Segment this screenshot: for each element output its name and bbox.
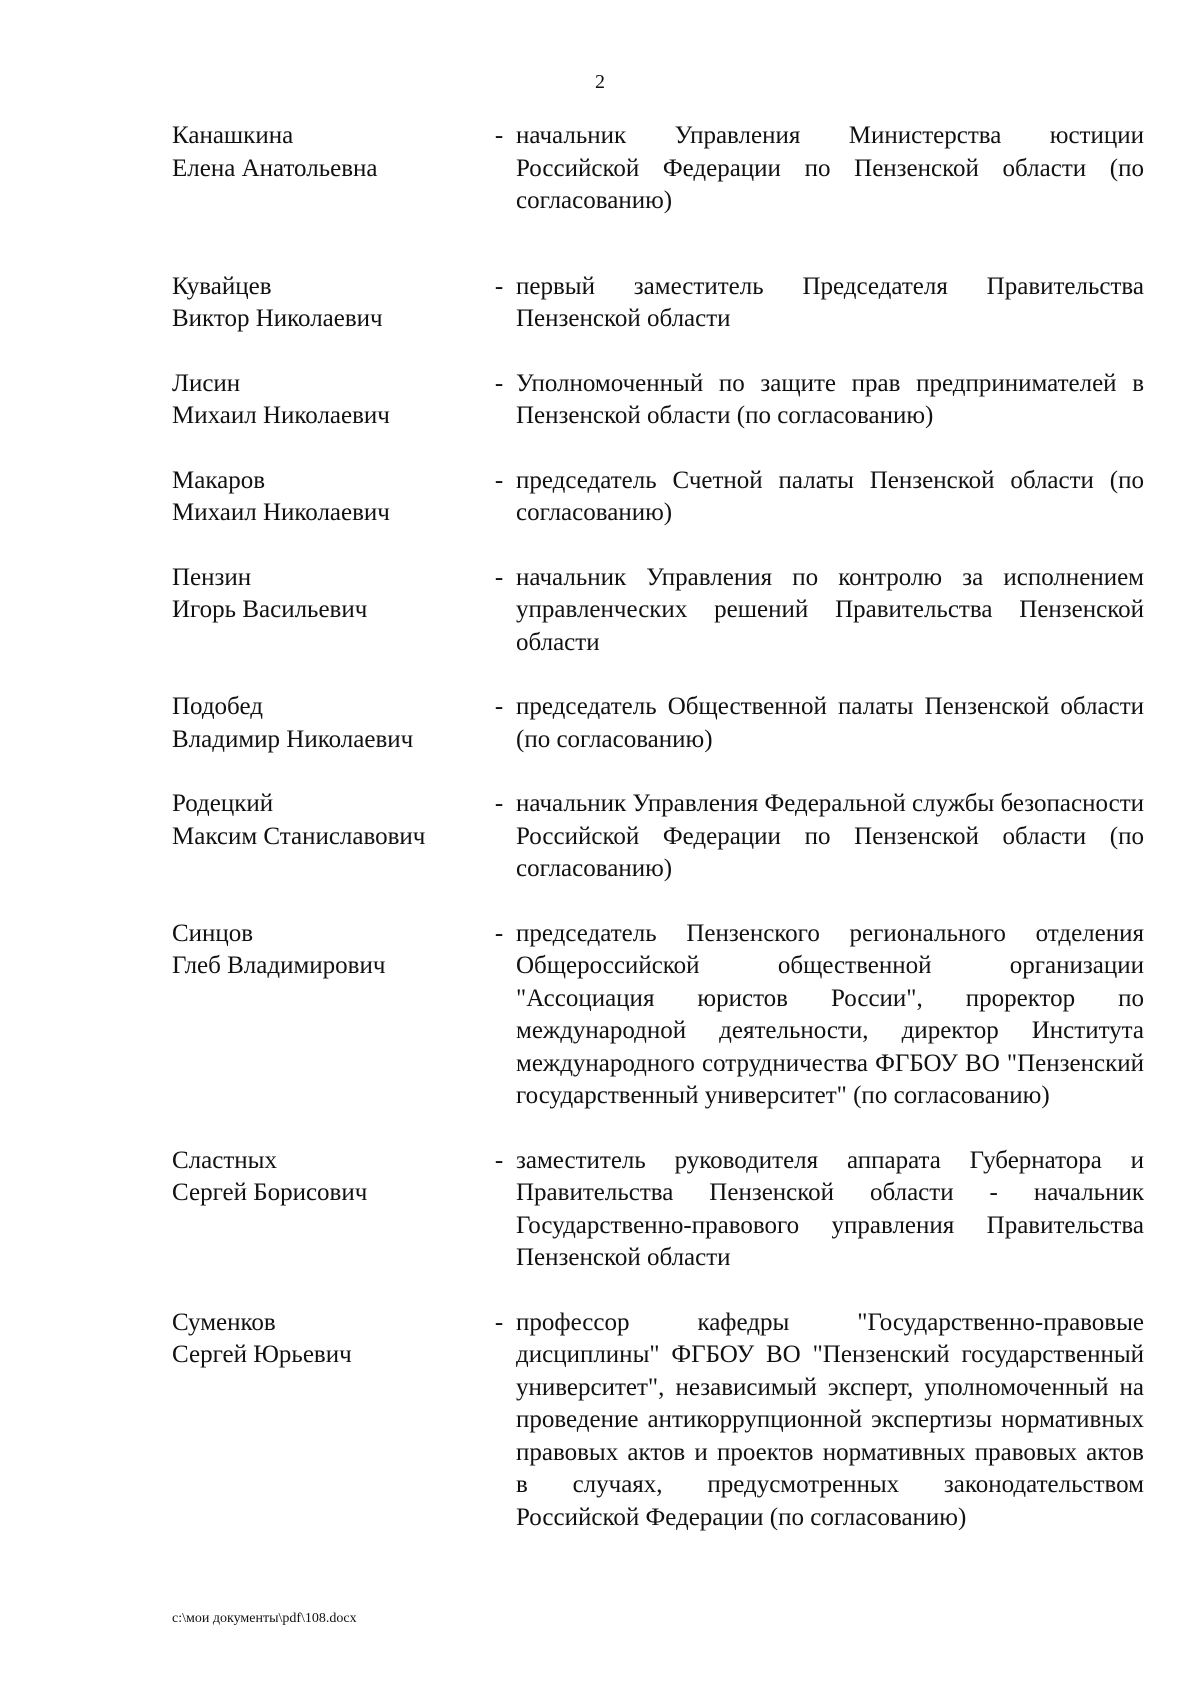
file-path-footer: c:\мои документы\pdf\108.docx — [172, 1611, 357, 1626]
member-surname: Кувайцев — [172, 272, 272, 300]
member-given-names: Глеб Владимирович — [172, 952, 386, 979]
member-name — [172, 918, 482, 1113]
member-dash: - — [494, 563, 504, 591]
member-dash: - — [494, 272, 504, 300]
member-role: председатель Счетной палаты Пензенской области (по согласованию) — [516, 466, 1144, 526]
member-entry — [172, 465, 1144, 530]
member-surname: Лисин — [172, 369, 241, 397]
member-role: председатель Пензенского регионального отделения Общероссийской общественной организации "Ассоциация юристов России", проректор по международной деятельности, директор Института международного сотрудничества ФГБОУ ВО "Пензенский государственный университет" (по согласованию) — [516, 919, 1144, 1109]
member-name — [172, 368, 482, 433]
member-entry — [172, 918, 1144, 1113]
member-surname: Канашкина — [172, 122, 294, 149]
member-entry — [172, 271, 1144, 336]
member-given-names: Сергей Юрьевич — [172, 1341, 352, 1368]
member-role: председатель Общественной палаты Пензенской области (по согласованию) — [516, 693, 1144, 753]
member-entry — [172, 368, 1144, 433]
member-surname: Родецкий — [172, 790, 274, 817]
member-role: заместитель руководителя аппарата Губернатора и Правительства Пензенской области - начальник Государственно-правового управления Правительства Пензенской области — [516, 1146, 1144, 1271]
page-number: 2 — [595, 71, 605, 93]
member-name — [172, 562, 482, 660]
member-dash: - — [494, 1308, 504, 1336]
member-surname: Пензин — [172, 563, 252, 591]
member-dash: - — [494, 790, 504, 817]
member-name — [172, 465, 482, 530]
member-role: профессор кафедры "Государственно-правовые дисциплины" ФГБОУ ВО "Пензенский государственный университет", независимый эксперт, уполномоченный на проведение антикоррупционной экспертизы нормативных правовых актов и проектов нормативных правовых актов в случаях, предусмотренных законодательством Российской Федерации (по согласованию) — [516, 1308, 1144, 1531]
member-entry — [172, 788, 1144, 886]
member-given-names: Виктор Николаевич — [172, 305, 383, 332]
member-name — [172, 1307, 482, 1535]
member-name — [172, 788, 482, 886]
member-given-names: Игорь Васильевич — [172, 596, 368, 623]
member-entry — [172, 562, 1144, 660]
member-dash: - — [494, 693, 504, 720]
member-entry — [172, 1307, 1144, 1535]
member-dash: - — [494, 1146, 504, 1174]
member-list — [172, 120, 1144, 1534]
member-entry — [172, 691, 1144, 756]
member-given-names: Максим Станиславович — [172, 822, 426, 850]
member-given-names: Михаил Николаевич — [172, 499, 390, 526]
member-given-names: Сергей Борисович — [172, 1179, 368, 1206]
member-surname: Суменков — [172, 1308, 276, 1336]
member-dash: - — [494, 369, 504, 397]
member-surname: Макаров — [172, 466, 265, 494]
member-name — [172, 691, 482, 756]
member-role: начальник Управления Федеральной службы безопасности Российской Федерации по Пензенской области (по согласованию) — [516, 790, 1144, 882]
member-role: начальник Управления Министерства юстиции Российской Федерации по Пензенской области (по согласованию) — [516, 122, 1144, 214]
member-name — [172, 120, 482, 218]
member-name — [172, 271, 482, 336]
member-entry — [172, 1145, 1144, 1275]
member-role: первый заместитель Председателя Правительства Пензенской области — [516, 272, 1144, 332]
member-role: Уполномоченный по защите прав предпринимателей в Пензенской области (по согласованию) — [516, 369, 1144, 429]
member-dash: - — [494, 919, 504, 947]
member-surname: Синцов — [172, 919, 254, 947]
member-dash: - — [494, 466, 504, 494]
member-surname: Подобед — [172, 693, 263, 720]
member-name — [172, 1145, 482, 1275]
member-dash: - — [494, 122, 504, 149]
member-surname: Сластных — [172, 1146, 277, 1174]
member-given-names: Владимир Николаевич — [172, 725, 414, 753]
member-given-names: Михаил Николаевич — [172, 402, 390, 429]
member-given-names: Елена Анатольевна — [172, 154, 378, 182]
member-role: начальник Управления по контролю за исполнением управленческих решений Правительства Пензенской области — [516, 563, 1144, 656]
member-entry — [172, 120, 1144, 218]
